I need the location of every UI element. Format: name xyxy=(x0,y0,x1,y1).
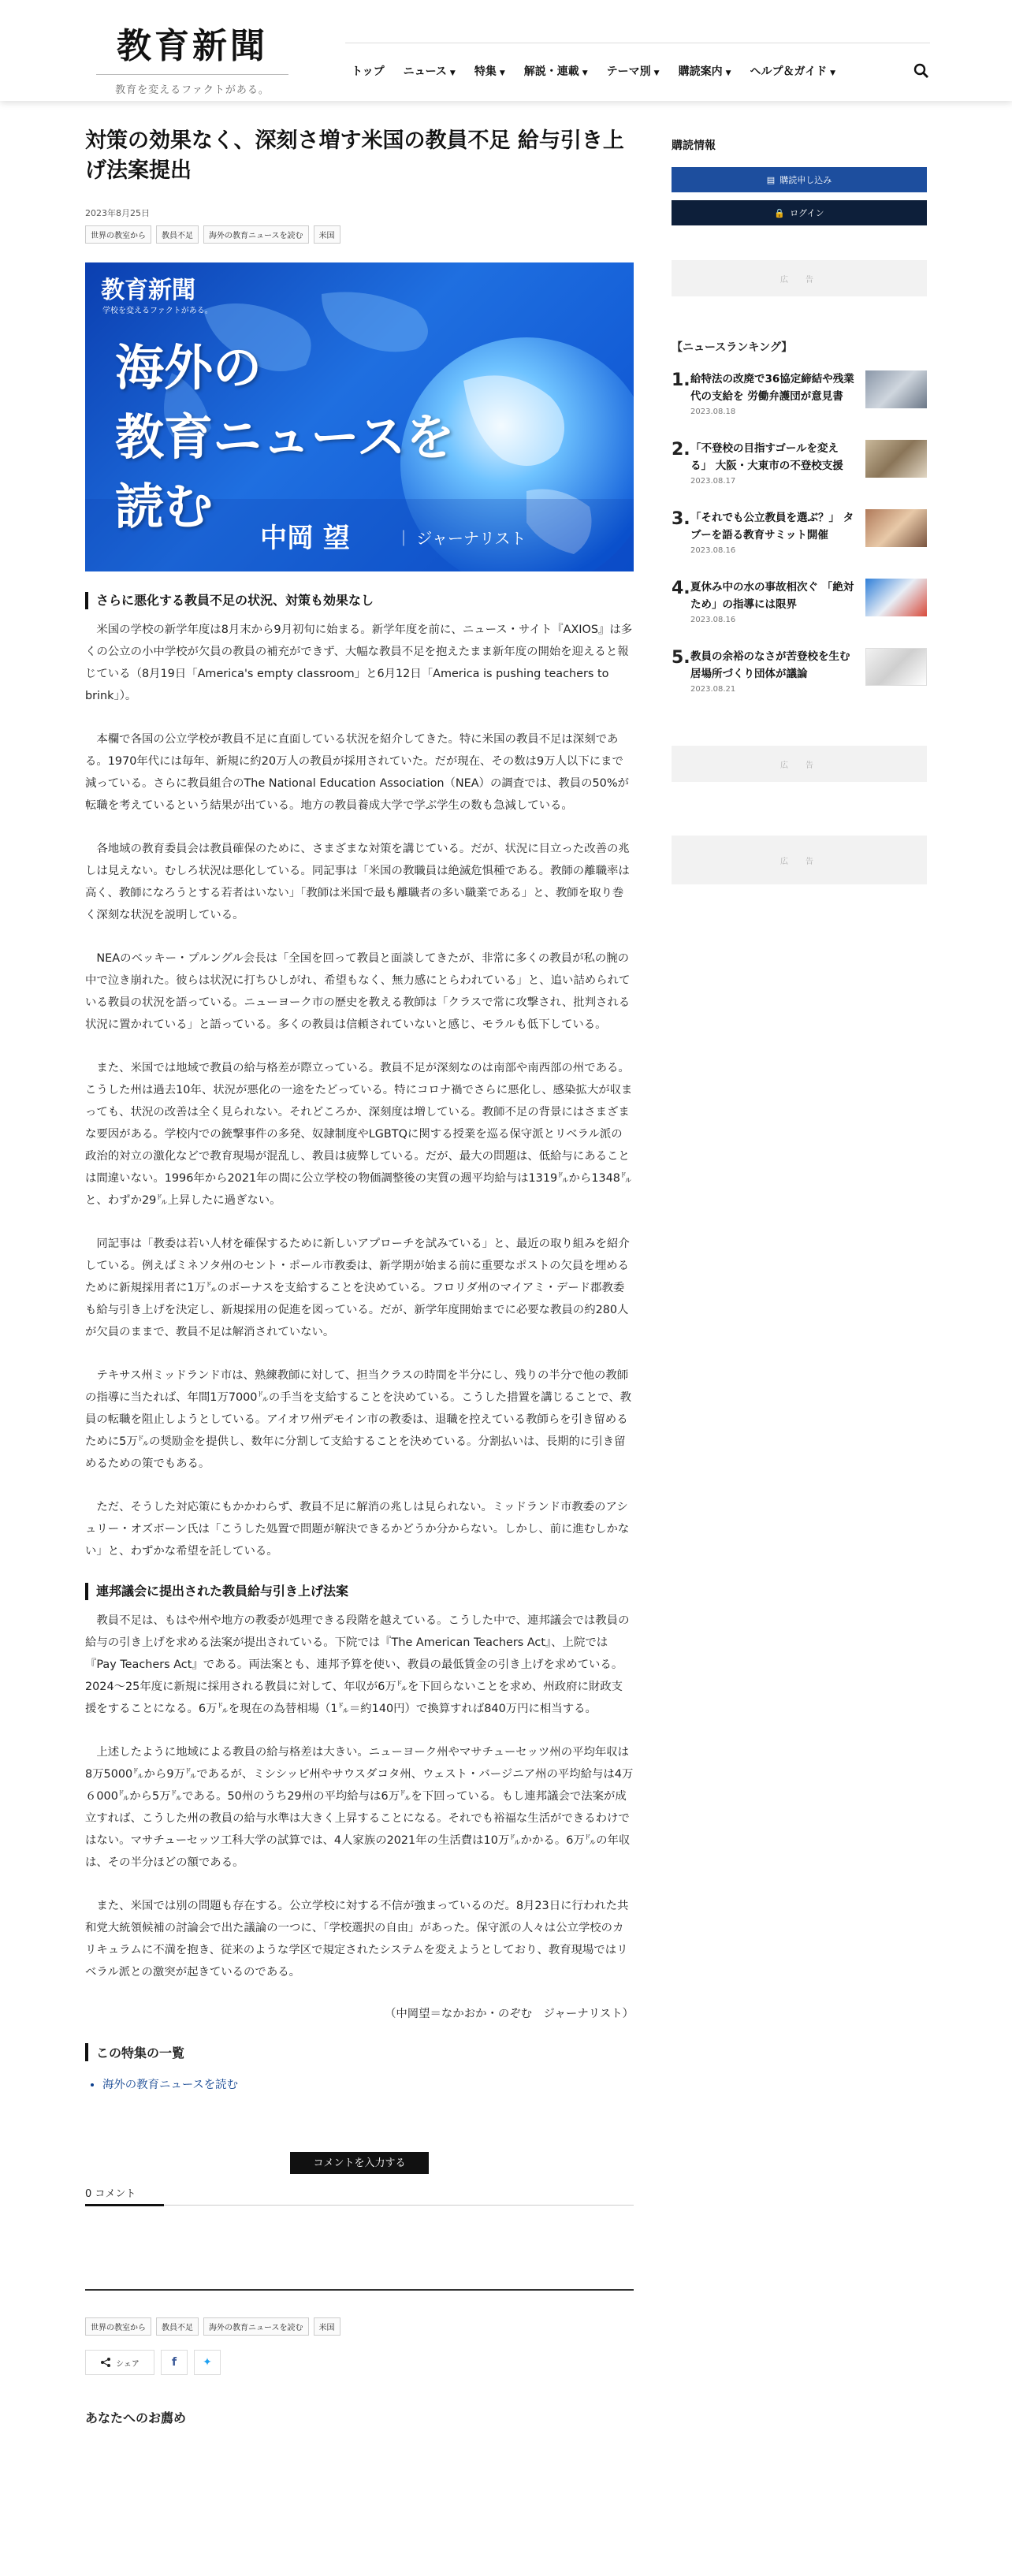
tag[interactable]: 米国 xyxy=(314,225,340,244)
rank-number: 5. xyxy=(672,648,690,668)
rank-title: 「それでも公立教員を選ぶ？」 タブーを語る教育サミット開催 xyxy=(690,512,854,542)
paragraph: 同記事は「教委は若い人材を確保するために新しいアプローチを試みている」と、最近の取り組みを紹介している。例えばミネソタ州のセント・ポール市教委は、新学期が始まる前に重要なポストの欠員を埋めるために新規採用者に1万㌦のボーナスを支給することを決めている。フロリダ州のマイアミ・デード郡教委も給与引き上げを決定し、新規採用の促進を図っている。だが、新学年度開始までに必要な教員の約280人が欠員のままで、教員不足は解消されていない。 xyxy=(85,1238,630,1338)
paragraph: 米国の学校の新学年度は8月末から9月初旬に始まる。新学年度を前に、ニュース・サイト『AXIOS』は多くの公立の小中学校が欠員の教員の補充ができず、大幅な教員不足を抱えたまま新年度の開始を迎えると報じている（8月19日「America's empty classroom」と6月12日「America is pushing teachers to brink」）。 xyxy=(85,624,633,702)
rank-title: 「不登校の目指すゴールを変える」 大阪・大東市の不登校支援 xyxy=(690,442,843,472)
chevron-down-icon: ▼ xyxy=(725,69,731,77)
recommend-title: あなたへのお薦め xyxy=(85,2410,187,2425)
divider xyxy=(85,2289,634,2291)
book-icon: ▤ xyxy=(766,174,776,185)
tag-list xyxy=(85,225,634,244)
comment-count: 0 コメント xyxy=(85,2185,634,2206)
lock-icon: 🔒 xyxy=(774,207,786,218)
ranking-item[interactable] xyxy=(672,509,927,563)
facebook-icon[interactable]: f xyxy=(161,2350,188,2375)
rank-date: 2023.08.21 xyxy=(690,685,736,694)
share-button[interactable]: シェア xyxy=(85,2350,154,2375)
login-button[interactable]: 🔒 ログイン xyxy=(672,200,927,225)
rank-date: 2023.08.16 xyxy=(690,616,736,624)
article xyxy=(85,126,634,2426)
ad-slot[interactable]: 広 告 xyxy=(672,260,927,296)
feature-list xyxy=(85,2075,634,2092)
paragraph: また、米国では地域で教員の給与格差が際立っている。教員不足が深刻なのは南部や南西部の州である。こうした州は過去10年、状況が悪化の一途をたどっている。特にコロナ禍でさらに悪化し、感染拡大が収まっても、状況の改善は全く見られない。それどころか、深刻度は増している。教師不足の背景にはさまざまな要因がある。学校内での銃撃事件の多発、奴隷制度やLGBTQに関する授業を巡る保守派とリベラル派の政治的対立の激化などで教育現場が混乱し、教員は疲弊している。だが、最大の問題は、低給与にあることは間違いない。1996年から2021年の間に公立学校の物価調整後の実質の週平均給与は1319㌦から1348㌦と、わずか29㌦上昇したに過ぎない。 xyxy=(85,1062,633,1207)
ranking-item[interactable] xyxy=(672,648,927,702)
rank-number: 4. xyxy=(672,579,690,598)
nav-news[interactable]: ニュース ▼ xyxy=(403,65,456,78)
rank-thumbnail xyxy=(865,370,927,408)
tag[interactable]: 海外の教育ニュースを読む xyxy=(203,225,309,244)
search-icon[interactable] xyxy=(913,62,930,80)
tag[interactable]: 米国 xyxy=(314,2317,340,2336)
subscribe-title: 購読情報 xyxy=(672,140,716,152)
chevron-down-icon: ▼ xyxy=(653,69,660,77)
paragraph: また、米国では別の問題も存在する。公立学校に対する不信が強まっているのだ。8月23日に行われた共和党大統領候補の討論会で出た議論の一つに、「学校選択の自由」があった。保守派の人々は公立学校のカリキュラムに不満を抱き、従来のような学区で規定されたシステムを変えようとしており、教育現場ではリベラル派との激突が起きているのである。 xyxy=(85,1900,629,1979)
paragraph: 教員不足は、もはや州や地方の教委が処理できる段階を越えている。こうした中で、連邦議会では教員の給与の引き上げを求める法案が提出されている。下院では『The American Teachers Act』、上院では『Pay Teachers Act』である。両法案とも、連邦予算を使い、教員の最低賃金の引き上げを求めている。2024～25年度に新規に採用される教員に対して、年収が6万㌦を下回らないことを求め、州政府に財政支援をすることになる。6万㌦を現在の為替相場（1㌦＝約140円）で換算すれば840万円に相当する。 xyxy=(85,1614,630,1715)
subscribe-button[interactable]: ▤ 購読申し込み xyxy=(672,167,927,192)
tag[interactable]: 教員不足 xyxy=(156,2317,199,2336)
tag-list-bottom xyxy=(85,2317,634,2336)
hero-author: 中岡 望 xyxy=(260,523,350,554)
hero-image xyxy=(85,262,634,571)
tag[interactable]: 世界の教室から xyxy=(85,225,151,244)
main-nav xyxy=(345,43,930,98)
rank-date: 2023.08.16 xyxy=(690,546,736,555)
logo-wordmark: 教育新聞 xyxy=(117,26,268,66)
rank-thumbnail xyxy=(865,440,927,478)
ranking-item[interactable] xyxy=(672,579,927,632)
hero-title: 海外の 教育ニュースを 読む xyxy=(115,339,455,535)
paragraph: ただ、そうした対応策にもかかわらず、教員不足に解消の兆しは見られない。ミッドランド市教委のアシュリー・オズボーン氏は「こうした処置で問題が解決できるかどうか分からない。しかし、前に進むしかない」と、わずかな希望を託している。 xyxy=(85,1501,630,1558)
nav-help[interactable]: ヘルプ＆ガイド ▼ xyxy=(750,65,836,78)
share-icon xyxy=(100,2357,111,2368)
article-title: 対策の効果なく、深刻さ増す米国の教員不足 給与引き上げ法案提出 xyxy=(85,128,624,183)
feature-link[interactable]: • 海外の教育ニュースを読む xyxy=(102,2075,634,2092)
share-row xyxy=(85,2350,634,2375)
nav-subscribe[interactable]: 購読案内 ▼ xyxy=(678,65,731,78)
tag[interactable]: 海外の教育ニュースを読む xyxy=(203,2317,309,2336)
ranking-item[interactable] xyxy=(672,440,927,493)
ad-slot[interactable]: 広 告 xyxy=(672,746,927,782)
rank-thumbnail xyxy=(865,509,927,547)
nav-theme[interactable]: テーマ別 ▼ xyxy=(606,65,660,78)
tab-indicator xyxy=(85,2204,164,2206)
chevron-down-icon: ▼ xyxy=(499,69,505,77)
site-header xyxy=(0,0,1012,101)
site-logo[interactable] xyxy=(96,17,288,96)
rank-number: 2. xyxy=(672,440,690,460)
hero-brand-tagline: 学校を変えるファクトがある。 xyxy=(102,307,213,315)
paragraph: NEAのベッキー・プルングル会長は「全国を回って教員と面談してきたが、非常に多くの教員が私の腕の中で泣き崩れた。彼らは状況に打ちひしがれ、希望もなく、無力感にとらわれている」と、追い詰められている教員の状況を語っている。ニューヨーク市の歴史を教える教師は「クラスで常に攻撃され、批判される状況に置かれている」と語っている。多くの教員は信頼されていないと感じ、モラルも低下している。 xyxy=(85,952,631,1031)
ranking-title: 【ニュースランキング】 xyxy=(672,341,793,354)
tag[interactable]: 世界の教室から xyxy=(85,2317,151,2336)
comment-button[interactable]: コメントを入力する xyxy=(290,2152,429,2174)
logo-tagline: 教育を変えるファクトがある。 xyxy=(96,74,288,96)
byline: （中岡望＝なかおか・のぞむ ジャーナリスト） xyxy=(384,2008,634,2020)
nav-column[interactable]: 解説・連載 ▼ xyxy=(523,65,588,78)
rank-thumbnail xyxy=(865,579,927,616)
section-heading: さらに悪化する教員不足の状況、対策も効果なし xyxy=(85,592,634,609)
nav-feature[interactable]: 特集 ▼ xyxy=(474,65,505,78)
chevron-down-icon: ▼ xyxy=(830,69,836,77)
rank-number: 1. xyxy=(672,370,690,390)
rank-date: 2023.08.18 xyxy=(690,408,736,416)
feature-list-title: この特集の一覧 xyxy=(85,2043,634,2061)
hero-brand: 教育新聞 xyxy=(101,277,195,304)
rank-thumbnail xyxy=(865,648,927,686)
sidebar xyxy=(672,137,927,884)
rank-date: 2023.08.17 xyxy=(690,477,736,486)
rank-title: 教員の余裕のなさが苦登校を生む 居場所づくり団体が議論 xyxy=(690,650,850,680)
paragraph: 上述したように地域による教員の給与格差は大きい。ニューヨーク州やマサチューセッツ州の平均年収は8万5000㌦から9万㌦であるが、ミシシッピ州やサウスダコタ州、ウェスト・バージニア州の平均給与は4万６000㌦から5万㌦である。50州のうち29州の平均給与は6万㌦を下回っている。もし連邦議会で法案が成立すれば、こうした州の教員の給与水準は大きく上昇することになる。それでも裕福な生活ができるわけではない。マサチューセッツ工科大学の試算では、4人家族の2021年の生活費は10万㌦かかる。6万㌦の年収は、その半分ほどの額である。 xyxy=(85,1746,634,1869)
hero-role: ｜ ジャーナリスト xyxy=(396,529,526,548)
rank-title: 給特法の改廃で36協定締結や残業代の支給を 労働弁護団が意見書 xyxy=(690,373,854,403)
rank-number: 3. xyxy=(672,509,690,529)
nav-top[interactable]: トップ xyxy=(352,65,385,78)
ranking-item[interactable] xyxy=(672,370,927,424)
paragraph: 各地域の教育委員会は教員確保のために、さまざまな対策を講じている。だが、状況に目立った改善の兆しは見えない。むしろ状況は悪化している。同記事は「米国の教職員は絶滅危惧種である。教師の離職率は高く、教師になろうとする若者はいない」「教師は米国で最も離職者の多い職業である」と、教師を取り巻く深刻な状況を説明している。 xyxy=(85,843,630,921)
article-date: 2023年8月25日 xyxy=(85,208,150,218)
tag[interactable]: 教員不足 xyxy=(156,225,199,244)
paragraph: 本欄で各国の公立学校が教員不足に直面している状況を紹介してきた。特に米国の教員不足は深刻である。1970年代には毎年、新規に約20万人の教員が採用されていた。だが現在、その数は9万人以下にまで減っている。さらに教員組合のThe National Education Association（NEA）の調査では、教員の50%が転職を考えているという結果が出ている。地方の教員養成大学で学ぶ学生の数も急減している。 xyxy=(85,733,629,812)
chevron-down-icon: ▼ xyxy=(449,69,456,77)
paragraph: テキサス州ミッドランド市は、熟練教師に対して、担当クラスの時間を半分にし、残りの半分で他の教師の指導に当たれば、年間1万7000㌦の手当を支給することを決めている。こうした措置を講じることで、教員の転職を阻止しようとしている。アイオワ州デモイン市の教委は、退職を控えている教師らを引き留めるために5万㌦の奨励金を提供し、数年に分割して支給することを決めている。分割払いは、長期的に引き留めるための策でもある。 xyxy=(85,1369,632,1470)
rank-title: 夏休み中の水の事故相次ぐ 「絶対ため」の指導には限界 xyxy=(690,581,854,611)
twitter-icon[interactable]: ✦ xyxy=(194,2350,221,2375)
section-heading: 連邦議会に提出された教員給与引き上げ法案 xyxy=(85,1583,634,1600)
ad-slot[interactable]: 広 告 xyxy=(672,836,927,884)
chevron-down-icon: ▼ xyxy=(582,69,588,77)
